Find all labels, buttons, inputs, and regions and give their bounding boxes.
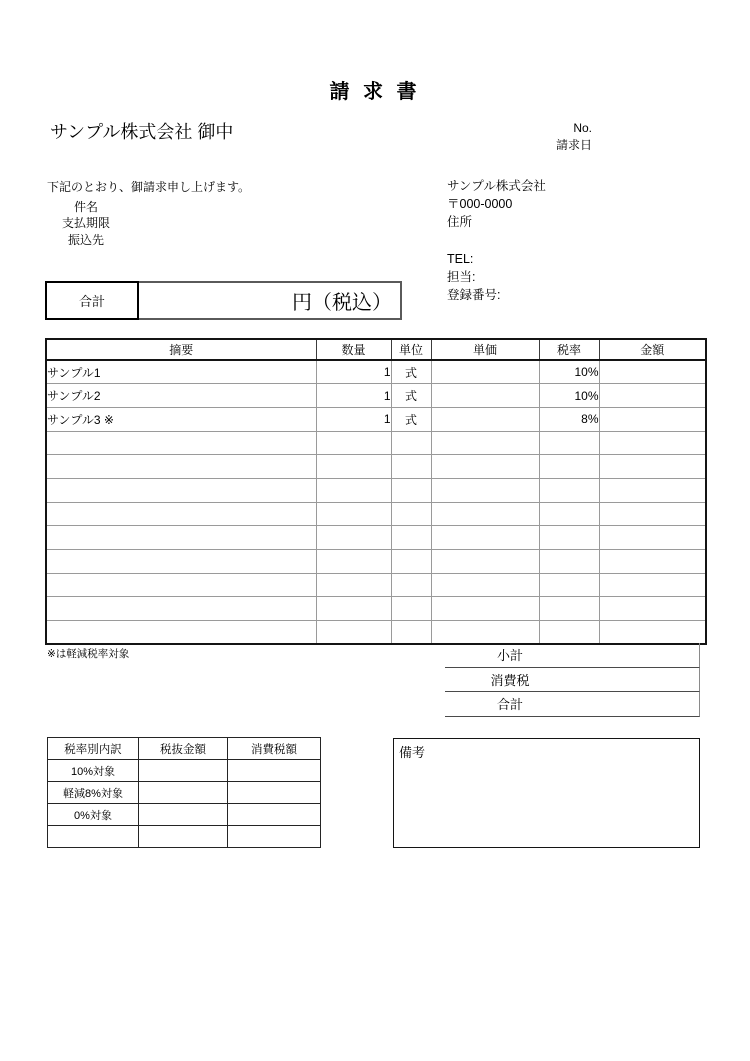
item-cell-qty (316, 597, 391, 621)
breakdown-cell-label: 10%対象 (48, 760, 139, 782)
item-cell-desc (46, 526, 316, 550)
item-cell-price (431, 407, 539, 431)
item-cell-amount (599, 431, 706, 455)
summary-section (445, 643, 700, 717)
breakdown-cell-tax (228, 826, 321, 848)
item-cell-tax (539, 478, 599, 502)
breakdown-header-row (48, 738, 321, 760)
item-cell-tax (539, 621, 599, 645)
item-cell-price (431, 360, 539, 384)
grand-total-label: 合計 (45, 281, 139, 320)
item-cell-tax (539, 597, 599, 621)
tax-label: 消費税 (490, 672, 530, 688)
item-row (46, 384, 706, 408)
issuer-contact-label: 担当: (447, 270, 476, 284)
breakdown-table-body (48, 760, 321, 848)
item-cell-qty (316, 573, 391, 597)
header-quantity: 数量 (316, 339, 391, 360)
item-cell-unit (391, 550, 431, 574)
item-cell-unit: 式 (391, 407, 431, 431)
breakdown-cell-base (139, 826, 228, 848)
breakdown-header-category: 税率別内訳 (48, 738, 139, 760)
item-cell-qty (316, 431, 391, 455)
item-row (46, 478, 706, 502)
breakdown-cell-base (139, 782, 228, 804)
item-cell-qty (316, 621, 391, 645)
tax-value (575, 668, 699, 692)
item-cell-price (431, 384, 539, 408)
item-cell-qty (316, 526, 391, 550)
item-cell-tax (539, 573, 599, 597)
item-cell-tax (539, 550, 599, 574)
items-header-row (46, 339, 706, 360)
item-cell-desc (46, 502, 316, 526)
issuer-company: サンプル株式会社 (447, 179, 546, 193)
item-cell-desc: サンプル1 (46, 360, 316, 384)
item-cell-tax: 10% (539, 384, 599, 408)
items-table-body (46, 360, 706, 644)
item-row (46, 502, 706, 526)
item-cell-desc (46, 478, 316, 502)
reduced-tax-note: ※は軽減税率対象 (47, 648, 130, 660)
item-row (46, 455, 706, 479)
payment-due-label: 支払期限 (61, 216, 110, 231)
greeting-text: 下記のとおり、御請求申し上げます。 (47, 180, 251, 194)
breakdown-cell-label (48, 826, 139, 848)
item-cell-price (431, 431, 539, 455)
item-cell-price (431, 502, 539, 526)
item-row (46, 360, 706, 384)
item-cell-price (431, 550, 539, 574)
item-cell-unit (391, 431, 431, 455)
item-cell-desc (46, 431, 316, 455)
item-row (46, 431, 706, 455)
breakdown-cell-tax (228, 782, 321, 804)
invoice-no-label: No. (573, 121, 592, 135)
grand-total-box (45, 281, 402, 320)
item-cell-unit (391, 597, 431, 621)
item-cell-qty: 1 (316, 384, 391, 408)
header-amount: 金額 (599, 339, 706, 360)
item-cell-desc (46, 573, 316, 597)
item-cell-price (431, 526, 539, 550)
item-cell-desc: サンプル2 (46, 384, 316, 408)
issuer-block-bottom (447, 250, 500, 304)
subtotal-value (575, 643, 699, 667)
item-cell-tax (539, 431, 599, 455)
item-row (46, 550, 706, 574)
item-cell-amount (599, 455, 706, 479)
issuer-block-top (447, 177, 546, 231)
item-cell-amount (599, 360, 706, 384)
item-cell-unit (391, 455, 431, 479)
subtotal-label: 小計 (496, 648, 523, 664)
item-cell-unit (391, 526, 431, 550)
item-cell-desc (46, 455, 316, 479)
item-cell-unit (391, 621, 431, 645)
total-label: 合計 (496, 697, 523, 713)
remarks-box (393, 738, 700, 848)
item-cell-tax: 10% (539, 360, 599, 384)
item-cell-price (431, 621, 539, 645)
item-cell-qty (316, 550, 391, 574)
header-tax-rate: 税率 (539, 339, 599, 360)
item-row (46, 597, 706, 621)
item-cell-desc (46, 597, 316, 621)
item-cell-amount (599, 621, 706, 645)
item-cell-unit (391, 502, 431, 526)
item-cell-unit (391, 478, 431, 502)
breakdown-row (48, 782, 321, 804)
item-cell-qty: 1 (316, 360, 391, 384)
breakdown-cell-label: 軽減8%対象 (48, 782, 139, 804)
subtotal-row (445, 643, 700, 668)
item-cell-amount (599, 597, 706, 621)
item-cell-price (431, 573, 539, 597)
item-cell-unit (391, 573, 431, 597)
item-cell-desc: サンプル3 ※ (46, 407, 316, 431)
item-cell-qty (316, 502, 391, 526)
recipient-name: サンプル株式会社 御中 (50, 122, 234, 142)
issuer-tel-label: TEL: (447, 252, 474, 266)
breakdown-cell-tax (228, 804, 321, 826)
items-table (45, 338, 707, 645)
breakdown-cell-base (139, 804, 228, 826)
tax-breakdown-table (47, 737, 321, 848)
breakdown-row (48, 804, 321, 826)
issuer-postal: 〒000-0000 (447, 197, 513, 211)
subject-label: 件名 (73, 200, 98, 214)
breakdown-header-base: 税抜金額 (139, 738, 228, 760)
item-cell-amount (599, 502, 706, 526)
item-cell-amount (599, 407, 706, 431)
issuer-address: 住所 (447, 215, 473, 229)
invoice-date-label: 請求日 (555, 137, 592, 152)
breakdown-cell-tax (228, 760, 321, 782)
breakdown-cell-base (139, 760, 228, 782)
grand-total-unit: 円（税込） (292, 292, 392, 314)
item-row (46, 407, 706, 431)
tax-row (445, 668, 700, 693)
page-title: 請 求 書 (329, 81, 421, 103)
breakdown-cell-label: 0%対象 (48, 804, 139, 826)
total-value (575, 692, 699, 716)
item-cell-amount (599, 550, 706, 574)
header-description: 摘要 (46, 339, 316, 360)
header-unit: 単位 (391, 339, 431, 360)
item-row (46, 621, 706, 645)
breakdown-header-tax: 消費税額 (228, 738, 321, 760)
item-cell-amount (599, 478, 706, 502)
item-cell-amount (599, 526, 706, 550)
item-cell-tax: 8% (539, 407, 599, 431)
item-cell-qty: 1 (316, 407, 391, 431)
total-row (445, 692, 700, 717)
item-row (46, 573, 706, 597)
issuer-registration-label: 登録番号: (447, 288, 501, 302)
item-cell-price (431, 455, 539, 479)
intro-fields (45, 199, 127, 248)
item-cell-qty (316, 455, 391, 479)
item-cell-price (431, 597, 539, 621)
item-cell-amount (599, 573, 706, 597)
item-cell-qty (316, 478, 391, 502)
item-cell-tax (539, 526, 599, 550)
breakdown-row (48, 826, 321, 848)
header-unit-price: 単価 (431, 339, 539, 360)
item-row (46, 526, 706, 550)
item-cell-tax (539, 502, 599, 526)
bank-transfer-label: 振込先 (67, 232, 104, 247)
item-cell-desc (46, 621, 316, 645)
remarks-label: 備考 (399, 745, 426, 760)
item-cell-unit: 式 (391, 384, 431, 408)
item-cell-amount (599, 384, 706, 408)
item-cell-unit: 式 (391, 360, 431, 384)
item-cell-tax (539, 455, 599, 479)
breakdown-row (48, 760, 321, 782)
invoice-meta (500, 120, 592, 153)
item-cell-desc (46, 550, 316, 574)
item-cell-price (431, 478, 539, 502)
